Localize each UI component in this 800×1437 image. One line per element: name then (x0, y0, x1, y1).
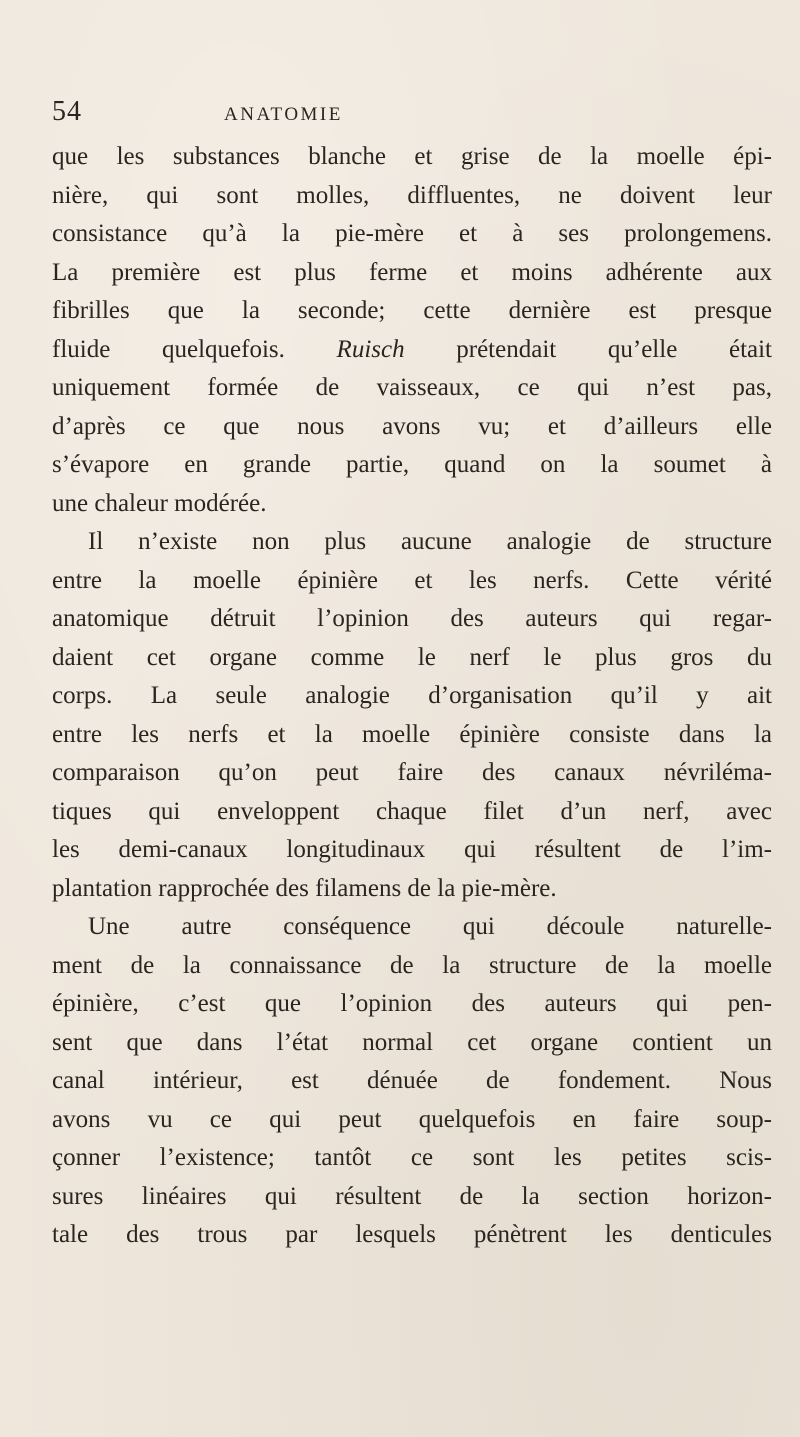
text-line: anatomique détruit l’opinion des auteurs qui regar- (52, 605, 772, 632)
text-line: comparaison qu’on peut faire des canaux névriléma- (52, 759, 772, 786)
text-line: corps. La seule analogie d’organisation qu’il y ait (52, 682, 772, 709)
text-line: sures linéaires qui résultent de la section horizon- (52, 1182, 772, 1210)
paragraph-start: Une autre conséquence qui découle naturelle- (88, 913, 772, 940)
text-line: épinière, c’est que l’opinion des auteurs qui pen- (52, 990, 772, 1017)
text-line: tiques qui enveloppent chaque filet d’un nerf, avec (52, 797, 772, 825)
text-line: entre les nerfs et la moelle épinière consiste dans la (52, 720, 772, 748)
text-line: fibrilles que la seconde; cette dernière est presque (52, 297, 772, 324)
running-head (0, 96, 800, 136)
running-title: ANATOMIE (224, 104, 343, 125)
body-text (52, 138, 772, 1255)
text-line: nière, qui sont molles, diffluentes, ne doivent leur (52, 181, 772, 209)
text-line: consistance qu’à la pie-mère et à ses prolongemens. (52, 220, 772, 247)
text-fragment: prétendait qu’elle était (456, 335, 772, 363)
text-line: plantation rapprochée des filamens de la pie-mère. (52, 874, 557, 902)
text-line: çonner l’existence; tantôt ce sont les petites scis- (52, 1144, 772, 1171)
text-line: La première est plus ferme et moins adhérente aux (52, 258, 772, 286)
text-line: ment de la connaissance de la structure de la moelle (52, 951, 772, 979)
author-name-ruisch: Ruisch (336, 335, 405, 363)
text-line: que les substances blanche et grise de la moelle épi- (52, 143, 772, 170)
text-line: une chaleur modérée. (52, 489, 267, 517)
text-line: les demi-canaux longitudinaux qui résultent de l’im- (52, 836, 772, 863)
text-line: tale des trous par lesquels pénètrent les denticules (52, 1221, 772, 1248)
text-line: uniquement formée de vaisseaux, ce qui n’est pas, (52, 374, 772, 401)
text-line: sent que dans l’état normal cet organe contient un (52, 1028, 772, 1056)
text-line: s’évapore en grande partie, quand on la soumet à (52, 451, 772, 478)
paragraph-start: Il n’existe non plus aucune analogie de structure (88, 528, 772, 555)
text-line: daient cet organe comme le nerf le plus gros du (52, 643, 772, 671)
text-line: d’après ce que nous avons vu; et d’ailleurs elle (52, 412, 772, 440)
text-line (52, 331, 772, 370)
text-line: avons vu ce qui peut quelquefois en faire soup- (52, 1105, 772, 1133)
page-number: 54 (52, 96, 82, 127)
text-line: canal intérieur, est dénuée de fondement. Nous (52, 1067, 772, 1094)
text-line: entre la moelle épinière et les nerfs. Cette vérité (52, 566, 772, 594)
text-fragment: fluide quelquefois. (52, 335, 285, 363)
